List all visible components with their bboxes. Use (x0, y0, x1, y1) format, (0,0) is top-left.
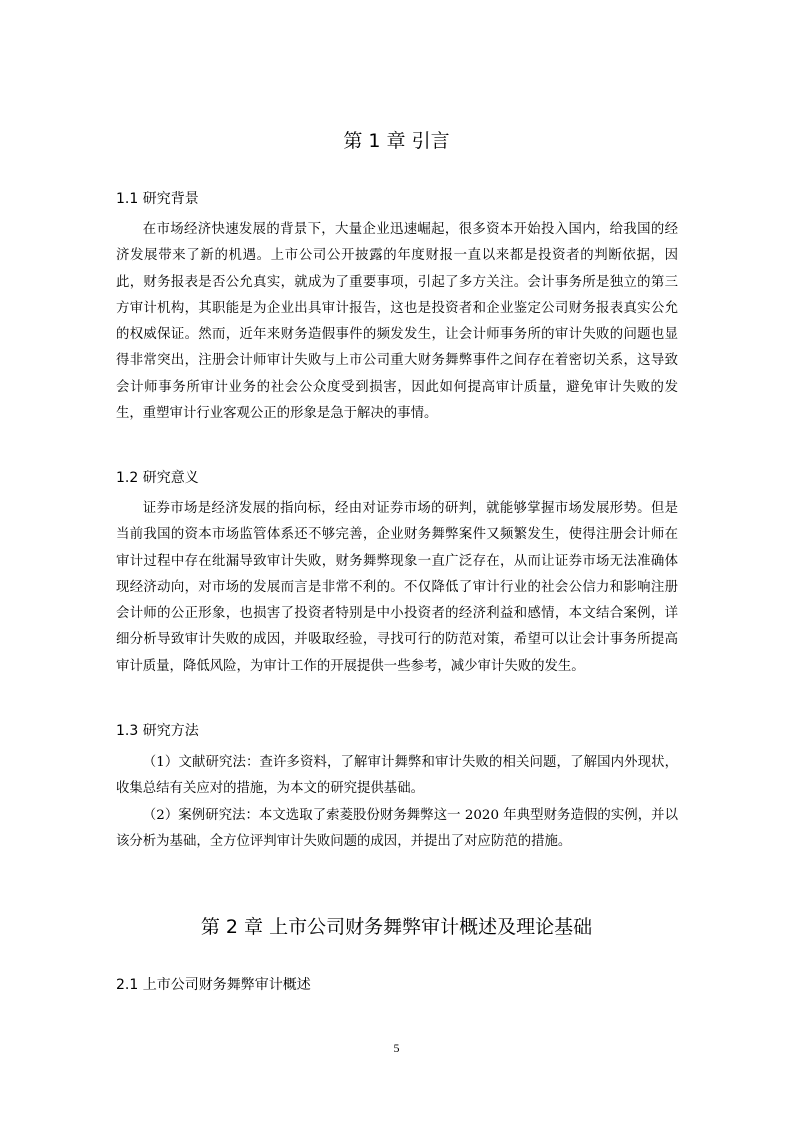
method-item-case-study: （2）案例研究法：本文选取了索菱股份财务舞弊这一 2020 年典型财务造假的实例，并以该分析为基础，全方位评判审计失败问题的成因，并提出了对应防范的措施。 (116, 808, 678, 850)
chapter-2-title: 第 2 章 上市公司财务舞弊审计概述及理论基础 (200, 916, 593, 938)
section-1-1-heading: 1.1 研究背景 (116, 191, 199, 207)
section-2-1-heading: 2.1 上市公司财务舞弊审计概述 (116, 977, 311, 993)
section-1-3-heading: 1.3 研究方法 (116, 723, 199, 739)
section-1-2-paragraph: 证券市场是经济发展的指向标，经由对证券市场的研判，就能够掌握市场发展形势。但是当前我国的资本市场监管体系还不够完善，企业财务舞弊案件又频繁发生，使得注册会计师在审计过程中存在纰漏导致审计失败，财务舞弊现象一直广泛存在，从而让证券市场无法准确体现经济动向，对市场的发展而言是非常不利的。不仅降低了审计行业的社会公信力和影响注册会计师的公正形象，也损害了投资者特别是中小投资者的经济利益和感情，本文结合案例，详细分析导致审计失败的成因，并吸取经验，寻找可行的防范对策，希望可以让会计事务所提高审计质量，降低风险，为审计工作的开展提供一些参考，减少审计失败的发生。 (116, 501, 678, 674)
chapter-1-title: 第 1 章 引言 (343, 130, 450, 152)
section-1-2-heading: 1.2 研究意义 (116, 470, 199, 486)
section-1-1-paragraph: 在市场经济快速发展的背景下，大量企业迅速崛起，很多资本开始投入国内，给我国的经济发展带来了新的机遇。上市公司公开披露的年度财报一直以来都是投资者的判断依据，因此，财务报表是否公允真实，就成为了重要事项，引起了多方关注。会计事务所是独立的第三方审计机构，其职能是为企业出具审计报告，这也是投资者和企业鉴定公司财务报表真实公允的权威保证。然而，近年来财务造假事件的频发发生，让会计师事务所的审计失败的问题也显得非常突出，注册会计师审计失败与上市公司重大财务舞弊事件之间存在着密切关系，这导致会计师事务所审计业务的社会公众度受到损害，因此如何提高审计质量，避免审计失败的发生，重塑审计行业客观公正的形象是急于解决的事情。 (116, 222, 678, 422)
method-item-literature: （1）文献研究法：查许多资料，了解审计舞弊和审计失败的相关问题，了解国内外现状，收集总结有关应对的措施，为本文的研究提供基础。 (116, 755, 678, 797)
page-number: 5 (393, 1041, 400, 1055)
